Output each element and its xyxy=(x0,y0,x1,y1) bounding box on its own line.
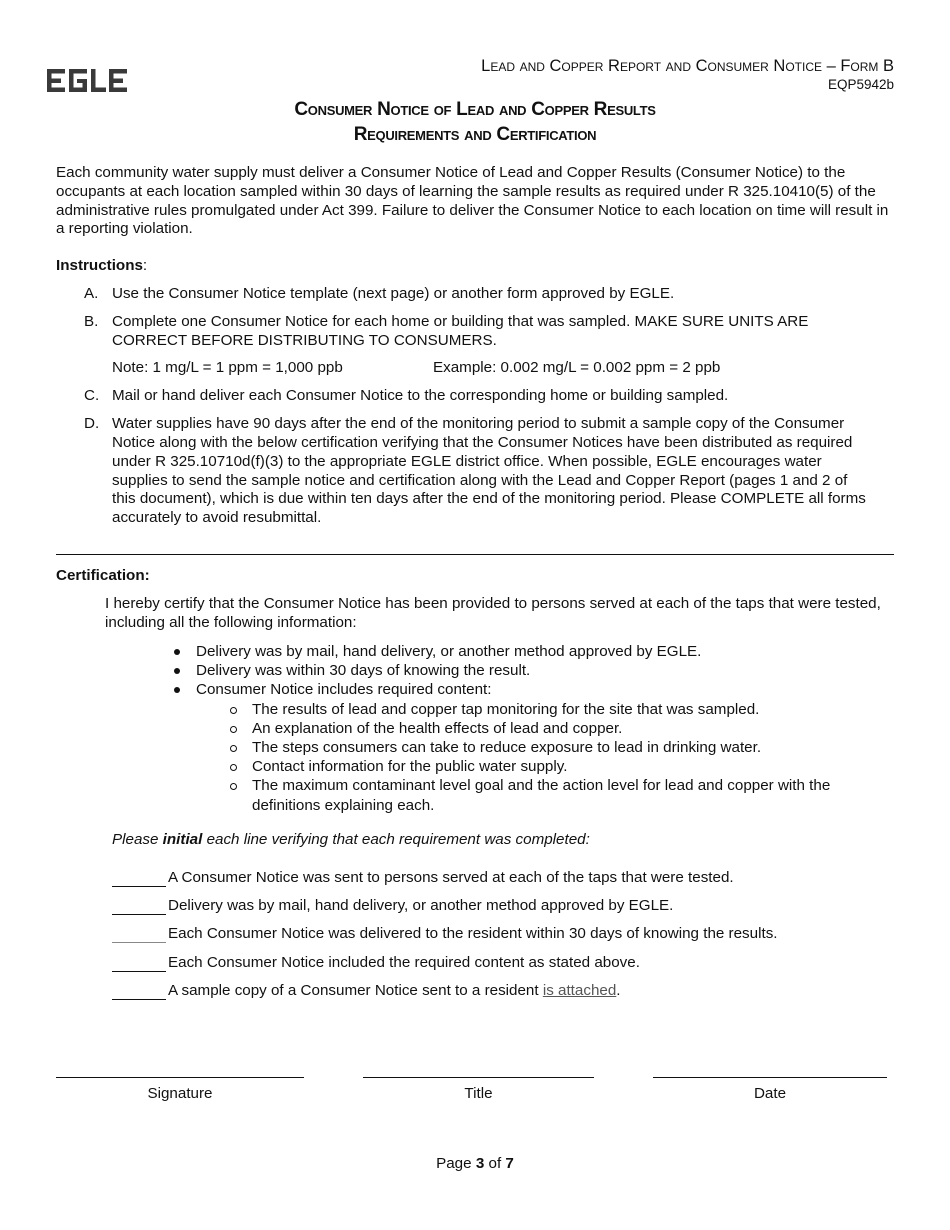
initial-line-row xyxy=(112,897,912,925)
page-total: 7 xyxy=(505,1155,514,1172)
hollow-bullet-icon xyxy=(230,764,237,771)
initial-line-row xyxy=(112,982,912,1010)
instruction-letter: A. xyxy=(84,285,99,302)
initial-prompt-part: Please xyxy=(112,831,163,848)
section-divider xyxy=(56,554,894,555)
initial-field[interactable] xyxy=(112,886,166,887)
signature-field[interactable] xyxy=(56,1077,304,1078)
instruction-text: Water supplies have 90 days after the end of the monitoring period to submit a sample copy of the Consumer Notice along with the below certification verifying that the Consumer Notices have been distributed as required under R 325.10710d(f)(3) to the appropriate EGLE district office. When possible, EGLE encourages water supplies to send the sample notice and certification along with the Lead and Copper Report (pages 1 and 2 of this document), which is due within ten days after the end of the monitoring period. Please COMPLETE all forms accurately to avoid resubmittal. xyxy=(112,415,866,527)
page-word: Page xyxy=(436,1155,472,1172)
instruction-text: Complete one Consumer Notice for each home or building that was sampled. MAKE SURE UNITS ARE CORRECT BEFORE DISTRIBUTING TO CONSUMERS. xyxy=(112,312,809,349)
initial-line-row xyxy=(112,954,912,982)
sub-bullet-text: The maximum contaminant level goal and the action level for lead and copper with the definitions explaining each. xyxy=(252,777,831,814)
initial-field[interactable] xyxy=(112,971,166,972)
sub-bullet-item xyxy=(228,776,892,814)
title-line-1: Consumer Notice of Lead and Copper Results xyxy=(294,99,656,120)
instruction-item xyxy=(84,285,874,304)
form-number: EQP5942b xyxy=(827,77,894,92)
initial-prompt-part: each line verifying that each requirement was completed: xyxy=(202,831,590,848)
initial-line-text: Each Consumer Notice included the required content as stated above. xyxy=(168,953,640,971)
bullet-item xyxy=(172,642,892,661)
instruction-item xyxy=(84,415,874,528)
title-line-2: Requirements and Certification xyxy=(353,124,597,145)
instruction-text: Mail or hand deliver each Consumer Notice to the corresponding home or building sampled. xyxy=(112,387,729,405)
unit-example: Example: 0.002 mg/L = 0.002 ppm = 2 ppb xyxy=(433,359,721,377)
bullet-text: Delivery was within 30 days of knowing the result. xyxy=(196,662,531,680)
page-current: 3 xyxy=(475,1155,485,1172)
sub-bullet-item xyxy=(228,719,892,738)
bullet-item xyxy=(172,661,892,680)
initial-line-row xyxy=(112,925,912,953)
initial-field[interactable] xyxy=(112,914,166,915)
unit-note-row xyxy=(84,359,874,379)
instructions-list xyxy=(84,285,874,528)
sub-bullet-item xyxy=(228,700,892,719)
signature-label: Signature xyxy=(147,1085,213,1102)
initial-line-text: A Consumer Notice was sent to persons served at each of the taps that were tested. xyxy=(168,869,734,886)
initial-line-text: Each Consumer Notice was delivered to the resident within 30 days of knowing the results. xyxy=(168,925,778,943)
sub-bullet-text: An explanation of the health effects of lead and copper. xyxy=(252,719,623,737)
initial-lines xyxy=(112,869,912,1010)
sub-bullet-text: The steps consumers can take to reduce exposure to lead in drinking water. xyxy=(252,739,762,757)
sub-bullet-text: Contact information for the public water supply. xyxy=(252,758,568,776)
bullet-dot-icon xyxy=(174,668,180,674)
initial-field[interactable] xyxy=(112,999,166,1000)
form-title xyxy=(481,56,894,76)
certification-statement: I hereby certify that the Consumer Notice has been provided to persons served at each of the taps that were tested, including all the following information: xyxy=(105,595,881,631)
bullet-text: Consumer Notice includes required content: xyxy=(196,681,492,699)
instruction-text: Use the Consumer Notice template (next page) or another form approved by EGLE. xyxy=(112,285,675,302)
instruction-letter: C. xyxy=(84,387,100,405)
egle-logo-graphic xyxy=(47,68,129,94)
initial-line-row xyxy=(112,869,912,897)
initial-line-text: Delivery was by mail, hand delivery, or another method approved by EGLE. xyxy=(168,897,674,915)
sub-bullet-item xyxy=(228,738,892,757)
initial-line-text-part: . xyxy=(616,981,621,999)
instruction-letter: B. xyxy=(84,312,99,330)
bullet-text: Delivery was by mail, hand delivery, or another method approved by EGLE. xyxy=(196,643,702,660)
initial-instruction xyxy=(112,831,590,848)
initial-line-text xyxy=(168,982,621,999)
sub-bullet-list xyxy=(172,700,892,815)
page-title xyxy=(0,97,950,147)
initial-line-text-part: A sample copy of a Consumer Notice sent to a resident xyxy=(168,981,543,999)
egle-logo xyxy=(47,68,129,99)
unit-note: Note: 1 mg/L = 1 ppm = 1,000 ppb xyxy=(112,359,343,377)
certification-bullets xyxy=(172,642,892,815)
page-number xyxy=(0,1155,950,1172)
hollow-bullet-icon xyxy=(230,726,237,733)
of-word: of xyxy=(488,1155,502,1172)
sub-bullet-item xyxy=(228,757,892,776)
hollow-bullet-icon xyxy=(230,783,237,790)
bullet-dot-icon xyxy=(174,649,180,655)
attached-link[interactable]: is attached xyxy=(542,981,617,999)
title-label: Title xyxy=(464,1085,493,1102)
hollow-bullet-icon xyxy=(230,745,237,752)
hollow-bullet-icon xyxy=(230,707,237,714)
date-label: Date xyxy=(753,1085,787,1102)
instructions-heading-text: Instructions xyxy=(56,257,143,274)
date-field[interactable] xyxy=(653,1077,887,1078)
initial-field[interactable] xyxy=(112,942,166,943)
form-title-text: Lead and Copper Report and Consumer Notice – Form B xyxy=(481,57,894,75)
intro-paragraph: Each community water supply must deliver a Consumer Notice of Lead and Copper Results (Consumer Notice) to the occupants at each location sampled within 30 days of learning the sample results as required under R 325.10410(5) of the administrative rules promulgated under Act 399. Failure to deliver the Consumer Notice to each location on time will result in a reporting violation. xyxy=(56,164,889,238)
instruction-letter: D. xyxy=(84,415,100,433)
instruction-item xyxy=(84,313,874,351)
initial-prompt-bold: initial xyxy=(162,831,203,848)
bullet-dot-icon xyxy=(174,687,180,693)
certification-heading: Certification: xyxy=(56,567,150,584)
instruction-item xyxy=(84,387,874,406)
bullet-item xyxy=(172,680,892,699)
sub-bullet-text: The results of lead and copper tap monitoring for the site that was sampled. xyxy=(252,700,760,718)
instructions-heading: Instructions: xyxy=(56,257,148,274)
title-field[interactable] xyxy=(363,1077,594,1078)
